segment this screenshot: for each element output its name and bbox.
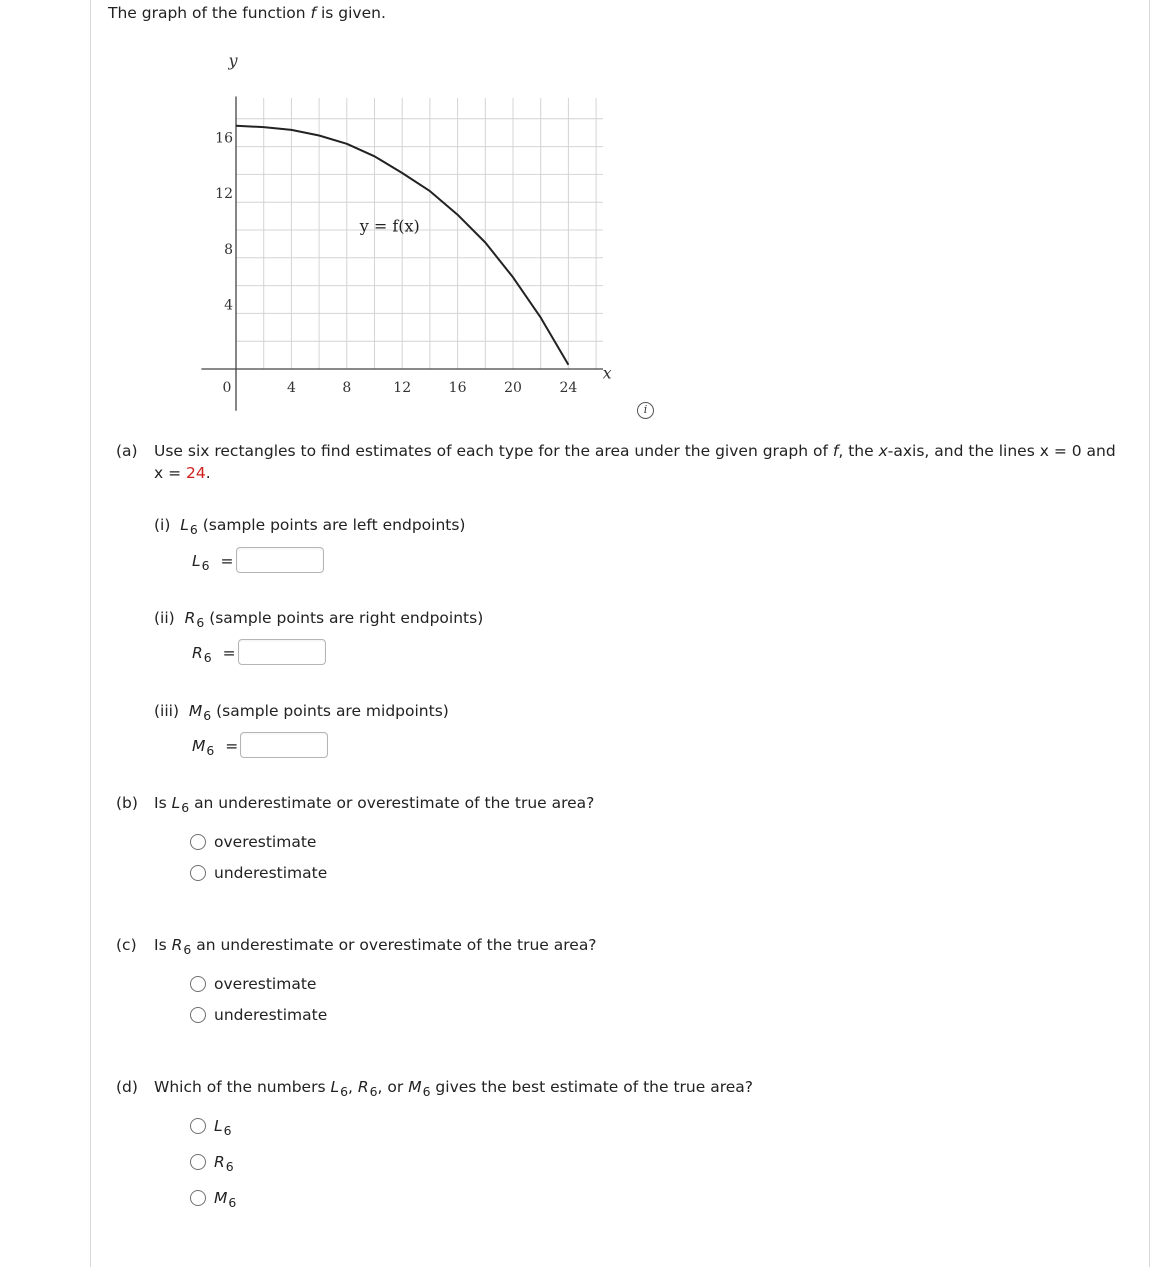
part-a-text-line1: Use six rectangles to find estimates of each type for the area under the given graph of f, the x-axis, and the lines x = 0 and [154,442,1116,460]
x-tick-label: 12 [393,380,412,396]
radio-button[interactable] [190,834,206,850]
x-tick-label: 24 [559,380,578,396]
x-tick-label: 8 [342,380,352,396]
info-icon[interactable]: i [637,402,654,419]
part-c-label: (c) [116,936,137,954]
radio-button[interactable] [190,1007,206,1023]
part-d-option-m6[interactable]: $M_6$ [190,1186,236,1210]
y-tick-label: 12 [215,186,233,203]
part-d-question: Which of the numbers $L_6$, $R_6$, or $M_6$ gives the best estimate of the true area? [154,1078,753,1100]
x-tick-label: 4 [286,380,296,396]
radio-button[interactable] [190,1154,206,1170]
x-upper-limit: 24 [186,464,206,482]
y-axis-label: y [228,51,238,70]
m6-answer-input[interactable] [240,732,328,758]
part-a-ii-prompt: (ii) $R_6$ (sample points are right endpoints) [154,609,484,631]
part-d-option-l6[interactable]: $L_6$ [190,1114,236,1138]
x-axis-label: x [602,363,612,383]
intro-text: The graph of the function f is given. [108,4,386,22]
part-d-label: (d) [116,1078,138,1096]
r6-equation-label: $R_6$ = [192,644,236,666]
part-b-options [190,830,327,885]
part-b-option-underestimate[interactable]: underestimate [190,861,327,885]
radio-button[interactable] [190,1118,206,1134]
part-a-iii-prompt: (iii) $M_6$ (sample points are midpoints) [154,702,449,724]
radio-button[interactable] [190,976,206,992]
graph-labels [215,51,612,396]
part-a-text-line2: x = 24. [154,464,211,482]
radio-button[interactable] [190,865,206,881]
part-c-option-overestimate[interactable]: overestimate [190,972,327,996]
part-b-option-overestimate[interactable]: overestimate [190,830,327,854]
x-tick-label: 16 [448,380,467,396]
x-tick-label: 20 [504,380,522,396]
part-c-question: Is $R_6$ an underestimate or overestimate of the true area? [154,936,597,958]
curve-label: y = f(x) [359,216,420,236]
y-tick-label: 4 [224,297,233,314]
radio-button[interactable] [190,1190,206,1206]
part-d-option-r6[interactable]: $R_6$ [190,1150,236,1174]
part-d-options [190,1114,236,1210]
part-c-options [190,972,327,1027]
l6-answer-input[interactable] [236,547,324,573]
part-a-label: (a) [116,442,138,460]
x-tick-label: 0 [222,380,232,396]
part-b-question: Is $L_6$ an underestimate or overestimate of the true area? [154,794,595,816]
r6-answer-input[interactable] [238,639,326,665]
part-c-option-underestimate[interactable]: underestimate [190,1003,327,1027]
y-tick-label: 8 [224,241,233,258]
part-a-i-prompt: (i) $L_6$ (sample points are left endpoints) [154,516,466,538]
function-graph [195,48,645,420]
y-tick-label: 16 [215,130,233,147]
part-b-label: (b) [116,794,138,812]
m6-equation-label: $M_6$ = [192,737,239,759]
l6-equation-label: $L_6$ = [192,552,234,574]
